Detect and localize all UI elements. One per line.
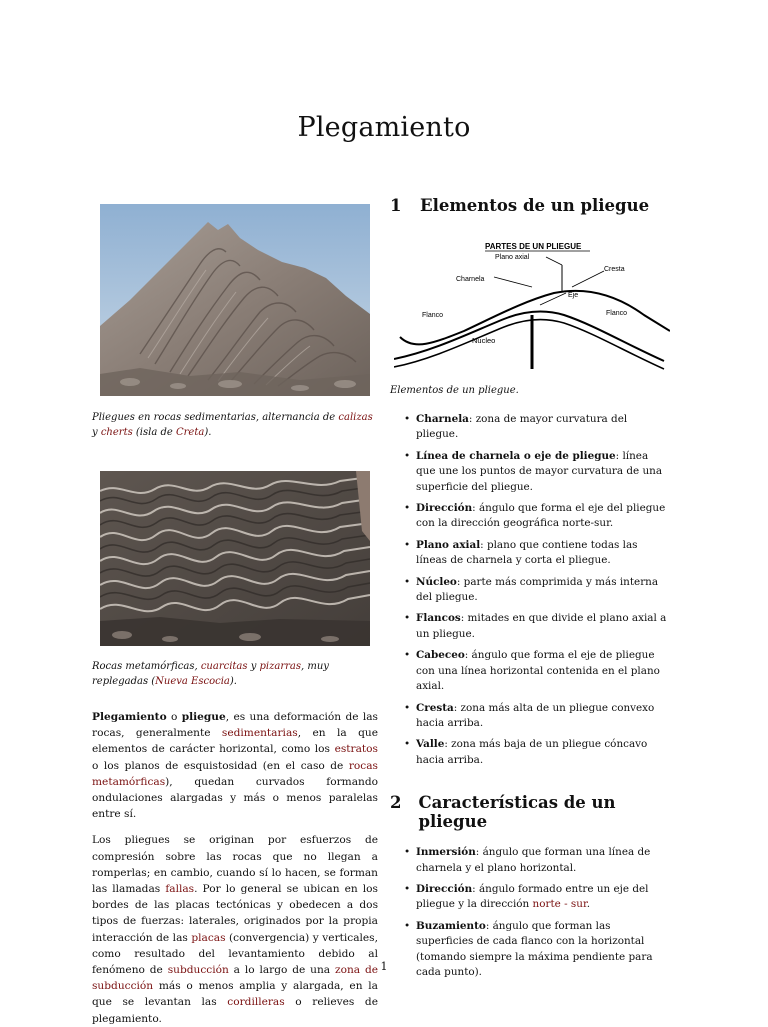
caption-link-cuarcitas[interactable]: cuarcitas	[200, 661, 248, 672]
figure-caption	[92, 410, 378, 440]
link-cordilleras[interactable]: cordilleras	[227, 996, 285, 1009]
fold-inner-surface	[394, 320, 664, 369]
caption-text: Rocas metamórficas,	[92, 661, 201, 672]
page-number: 1	[380, 960, 388, 973]
intro-paragraph-2	[92, 832, 378, 1026]
term: Plano axial	[416, 538, 481, 551]
figure-nueva-escocia	[92, 471, 378, 689]
text: o los planos de esquistosidad (en el caso de	[92, 759, 349, 772]
section-number: 1	[390, 196, 402, 215]
list-item	[404, 845, 668, 876]
link-rocas-metamorficas[interactable]: rocas metamórficas	[92, 759, 378, 788]
list-item	[404, 701, 668, 732]
link-sur[interactable]: sur	[570, 898, 587, 911]
caption-text: y	[247, 661, 260, 672]
bullet-icon: •	[404, 413, 411, 425]
bullet-icon: •	[404, 612, 411, 625]
term: Cabeceo	[416, 649, 465, 662]
caption-text: ).	[204, 427, 212, 438]
folded-sedimentary-rocks-photo	[100, 204, 370, 396]
caption-text: Pliegues en rocas sedimentarias, alternancia de	[92, 412, 339, 423]
text: , es una deformación de las rocas, generalmente	[92, 711, 378, 740]
bullet-icon: •	[404, 701, 411, 714]
bullet-icon: •	[404, 846, 411, 859]
term: Línea de charnela o eje de pliegue	[416, 449, 616, 462]
text: más o menos amplia y alargada, en la que se levantan las	[92, 980, 378, 1009]
diagram-heading: PARTES DE UN PLIEGUE	[485, 242, 582, 251]
link-norte[interactable]: norte	[532, 898, 561, 911]
definition: : ángulo que forma el eje de pliegue con una línea horizontal contenida en el plano axial.	[416, 649, 660, 693]
definition: : mitades en que divide el plano axial a un pliegue.	[416, 612, 667, 640]
text: ), quedan curvados formando ondulaciones alargadas y más o menos paralelas entre sí.	[92, 775, 378, 821]
list-item	[404, 449, 668, 495]
label-flanco-right: Flanco	[606, 310, 628, 317]
list-item	[404, 648, 668, 694]
right-column	[390, 196, 676, 980]
caption-link-cherts[interactable]: cherts	[100, 427, 133, 438]
label-eje: Eje	[568, 292, 579, 299]
list-item	[404, 882, 668, 913]
term: Inmersión	[416, 846, 476, 859]
list-item	[404, 538, 668, 569]
figure-caption	[92, 659, 378, 689]
definition: : ángulo que forman las superficies de cada flanco con la horizontal (tomando siempre la máxima pendiente para cada punto).	[416, 919, 653, 978]
label-cresta: Cresta	[604, 266, 625, 273]
caption-text: ).	[229, 676, 237, 687]
link-subduccion[interactable]: subducción	[167, 964, 229, 977]
term: Núcleo	[416, 575, 457, 588]
list-item	[404, 575, 668, 606]
section-number: 2	[390, 793, 402, 813]
definition: : plano que contiene todas las líneas de charnela y corta el pliegue.	[416, 538, 638, 567]
label-nucleo: Nucleo	[472, 336, 496, 345]
bullet-icon: •	[404, 882, 411, 895]
caption-link-nueva-escocia[interactable]: Nueva Escocia	[155, 676, 230, 687]
definition: : zona más baja de un pliegue cóncavo hacia arriba.	[416, 738, 648, 766]
section-2-heading	[390, 793, 676, 831]
caption-text: y	[92, 427, 101, 438]
eje-leader	[540, 293, 566, 305]
bullet-icon: •	[404, 538, 411, 551]
link-placas[interactable]: placas	[191, 931, 226, 944]
link-zona-de-subduccion[interactable]: zona de subducción	[92, 964, 378, 993]
link-separator: -	[560, 898, 571, 911]
term-pliegue: pliegue	[181, 711, 226, 723]
caption-link-calizas[interactable]: calizas	[338, 412, 373, 423]
cresta-leader	[572, 271, 604, 287]
page-title: Plegamiento	[297, 112, 471, 143]
plano-axial-leader	[546, 257, 562, 265]
definition: : línea que une los puntos de mayor curvatura de una superficie del pliegue.	[416, 449, 663, 493]
section-title: Elementos de un pliegue	[420, 196, 650, 215]
list-item	[404, 611, 668, 642]
bullet-icon: •	[404, 738, 411, 751]
term: Charnela	[416, 413, 469, 425]
list-item	[404, 501, 668, 532]
caption-text: (isla de	[132, 427, 176, 438]
intro-paragraph-1	[92, 709, 378, 822]
link-estratos[interactable]: estratos	[334, 743, 378, 756]
left-column	[92, 204, 378, 1027]
fold-elements-list	[390, 412, 676, 768]
list-item	[404, 412, 668, 443]
text: o relieves de plegamiento.	[92, 996, 378, 1025]
term: Flancos	[416, 612, 461, 625]
caption-link-creta[interactable]: Creta	[175, 427, 205, 438]
text: , en la que elementos de carácter horizontal, como los	[92, 727, 378, 756]
definition: : parte más comprimida y más interna del pliegue.	[416, 575, 659, 604]
caption-link-pizarras[interactable]: pizarras	[259, 661, 302, 672]
caption-text: , muy replegadas (	[92, 661, 329, 687]
text: Los pliegues se originan por esfuerzos de compresión sobre las rocas que no llegan a romperlas; en cambio, cuando sí lo hacen, se forman las llamadas	[92, 834, 378, 896]
charnela-leader	[494, 277, 532, 287]
section-title: Características de un pliegue	[418, 793, 616, 832]
term: Valle	[416, 738, 445, 751]
fold-parts-diagram	[394, 231, 670, 371]
definition: : zona más alta de un pliegue convexo hacia arriba.	[416, 701, 655, 729]
definition: : ángulo que forma el eje del pliegue con la dirección geográfica norte-sur.	[416, 502, 666, 530]
bullet-icon: •	[404, 502, 411, 515]
diagram-caption: Elementos de un pliegue.	[390, 385, 519, 396]
text: a lo largo de una	[228, 964, 335, 977]
label-plano-axial: Plano axial	[495, 254, 530, 261]
list-item	[404, 737, 668, 768]
label-flanco-left: Flanco	[422, 312, 444, 319]
term: Buzamiento	[416, 919, 486, 932]
definition: : ángulo formado entre un eje del pliegue y la dirección	[416, 882, 649, 911]
text: . Por lo general se ubican en los bordes de las placas tectónicas y obedecen a dos tipos de fuerzas: laterales, originados por la propia interacción de las	[92, 883, 378, 944]
bullet-icon: •	[404, 919, 411, 932]
term: Cresta	[416, 701, 454, 714]
text: o	[166, 711, 182, 723]
term: Dirección	[416, 882, 473, 895]
bullet-icon: •	[404, 449, 411, 462]
definition: : ángulo que forman una línea de charnela y el plano horizontal.	[416, 846, 651, 874]
text: (convergencia) y verticales, como resultado del levantamiento debido al fenómeno de	[92, 931, 378, 977]
term: Dirección	[416, 502, 473, 515]
link-fallas[interactable]: fallas	[165, 883, 195, 896]
metamorphic-folded-rocks-photo	[100, 471, 370, 646]
term-plegamiento: Plegamiento	[92, 711, 167, 723]
definition: .	[586, 898, 591, 911]
bullet-icon: •	[404, 575, 411, 588]
section-1-heading	[390, 196, 676, 215]
label-charnela: Charnela	[456, 276, 485, 283]
definition: : zona de mayor curvatura del pliegue.	[416, 413, 628, 441]
link-sedimentarias[interactable]: sedimentarias	[221, 727, 298, 740]
figure-creta	[92, 204, 378, 440]
bullet-icon: •	[404, 649, 411, 662]
